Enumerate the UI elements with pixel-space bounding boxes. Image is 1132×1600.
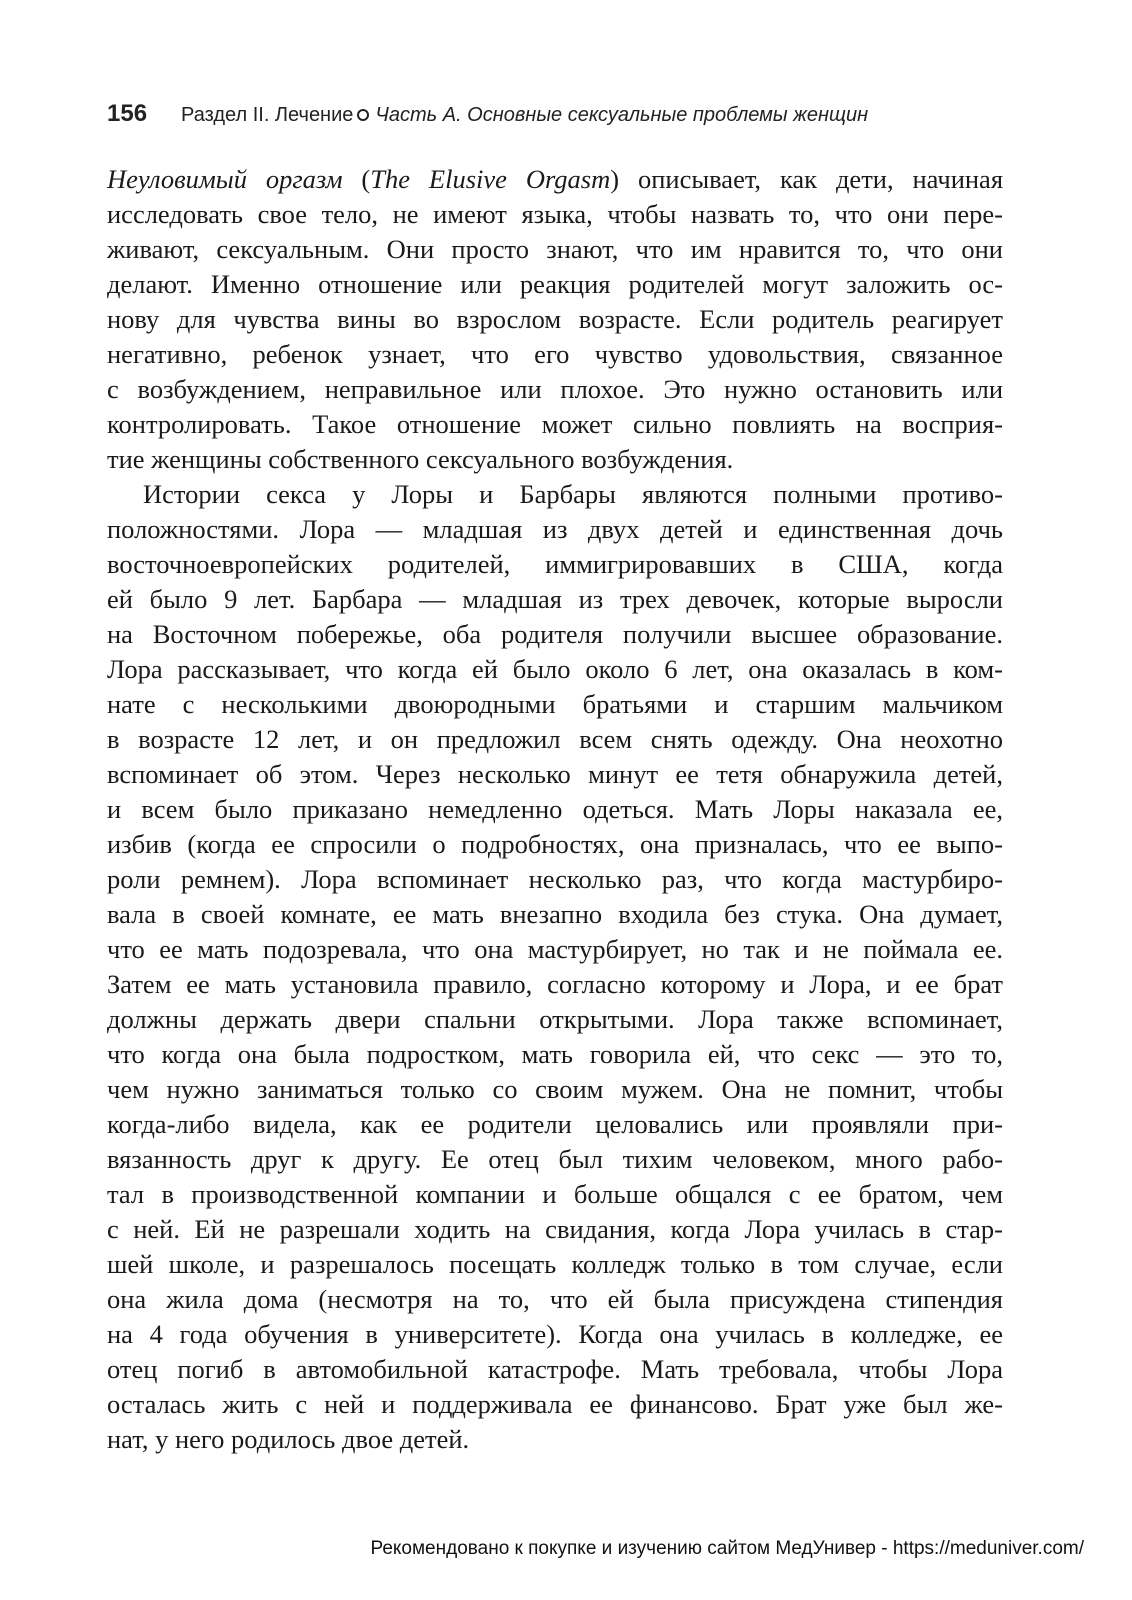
- text-line: когда-либо видела, как ее родители целовались или проявляли при-: [107, 1109, 1003, 1139]
- text-line: шей школе, и разрешалось посещать колледж только в том случае, если: [107, 1249, 1003, 1279]
- chapter-subtitle: Часть А. Основные сексуальные проблемы женщин: [375, 104, 869, 126]
- page-number: 156: [107, 100, 148, 127]
- text-line: нате с несколькими двоюродными братьями и старшим мальчиком: [107, 689, 1003, 719]
- book-title-ru: Неуловимый оргазм: [107, 164, 343, 194]
- text-line: Лора рассказывает, что когда ей было около 6 лет, она оказалась в ком-: [107, 654, 1003, 684]
- text-line: [107, 162, 1003, 197]
- paragraph: [107, 477, 1003, 1457]
- text-line: негативно, ребенок узнает, что его чувство удовольствия, связанное: [107, 339, 1003, 369]
- text-line: вязанность друг к другу. Ее отец был тихим человеком, много рабо-: [107, 1144, 1003, 1174]
- text-line: контролировать. Такое отношение может сильно повлиять на восприя-: [107, 409, 1003, 439]
- footer-note: Рекомендовано к покупке и изучению сайтом МедУнивер - https://meduniver.com/: [370, 1538, 1084, 1559]
- text-line: восточноевропейских родителей, иммигрировавших в США, когда: [107, 549, 1003, 579]
- title-open: (: [342, 164, 371, 194]
- text-line: роли ремнем). Лора вспоминает несколько раз, что когда мастурбиро-: [107, 864, 1003, 894]
- text-line: вала в своей комнате, ее мать внезапно входила без стука. Она думает,: [107, 899, 1003, 929]
- text-line: Истории секса у Лоры и Барбары являются полными противо-: [143, 479, 1003, 509]
- text-line: тал в производственной компании и больше общался с ее братом, чем: [107, 1179, 1003, 1209]
- text-line: на Восточном побережье, оба родителя получили высшее образование.: [107, 619, 1003, 649]
- body-text: [107, 162, 1003, 1457]
- text-line: чем нужно заниматься только со своим мужем. Она не помнит, чтобы: [107, 1074, 1003, 1104]
- text-line: на 4 года обучения в университете). Когда она училась в колледже, ее: [107, 1319, 1003, 1349]
- text-line: с ней. Ей не разрешали ходить на свидания, когда Лора училась в стар-: [107, 1214, 1003, 1244]
- text-line: и всем было приказано немедленно одеться. Мать Лоры наказала ее,: [107, 794, 1003, 824]
- text-line: ей было 9 лет. Барбара — младшая из трех девочек, которые выросли: [107, 584, 1003, 614]
- section-title: Раздел II. Лечение: [181, 104, 354, 126]
- text-line: с возбуждением, неправильное или плохое. Это нужно остановить или: [107, 374, 1003, 404]
- running-header: [107, 100, 868, 128]
- paragraph: [107, 162, 1003, 477]
- text-line: осталась жить с ней и поддерживала ее финансово. Брат уже был же-: [107, 1389, 1003, 1419]
- text-line: что когда она была подростком, мать говорила ей, что секс — это то,: [107, 1039, 1003, 1069]
- text-line: вспоминает об этом. Через несколько минут ее тетя обнаружила детей,: [107, 759, 1003, 789]
- text-line: живают, сексуальным. Они просто знают, что им нравится то, что они: [107, 234, 1003, 264]
- text-line: избив (когда ее спросили о подробностях, она призналась, что ее выпо-: [107, 829, 1003, 859]
- text-line: должны держать двери спальни открытыми. Лора также вспоминает,: [107, 1004, 1003, 1034]
- text-line: нову для чувства вины во взрослом возрасте. Если родитель реагирует: [107, 304, 1003, 334]
- text-line: она жила дома (несмотря на то, что ей была присуждена стипендия: [107, 1284, 1003, 1314]
- first-line-rest: ) описывает, как дети, начиная: [610, 164, 1004, 194]
- text-line: Затем ее мать установила правило, согласно которому и Лора, и ее брат: [107, 969, 1003, 999]
- text-line: тие женщины собственного сексуального возбуждения.: [107, 444, 734, 474]
- text-line: что ее мать подозревала, что она мастурбирует, но так и не поймала ее.: [107, 934, 1003, 964]
- text-line: положностями. Лора — младшая из двух детей и единственная дочь: [107, 514, 1003, 544]
- text-line: в возрасте 12 лет, и он предложил всем снять одежду. Она неохотно: [107, 724, 1003, 754]
- text-line: исследовать свое тело, не имеют языка, чтобы назвать то, что они пере-: [107, 199, 1003, 229]
- text-line: отец погиб в автомобильной катастрофе. Мать требовала, чтобы Лора: [107, 1354, 1003, 1384]
- bullet-icon: [357, 109, 369, 121]
- text-line: делают. Именно отношение или реакция родителей могут заложить ос-: [107, 269, 1003, 299]
- text-line: нат, у него родилось двое детей.: [107, 1424, 470, 1454]
- book-title-en: The Elusive Orgasm: [370, 164, 611, 194]
